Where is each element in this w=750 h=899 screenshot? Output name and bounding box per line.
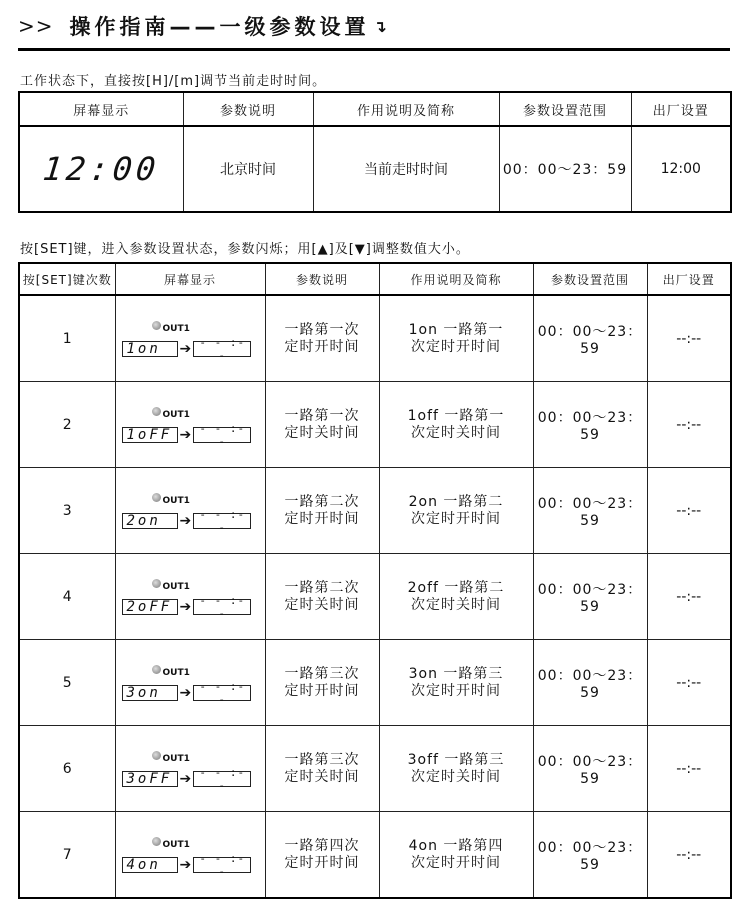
instruction-note-set: 按[SET]键，进入参数设置状态，参数闪烁；用[▲]及[▼]调整数值大小。 xyxy=(20,242,470,257)
section-header xyxy=(18,6,730,46)
range-cell: 00：00～23：59 xyxy=(533,382,647,468)
led-indicator xyxy=(152,321,190,337)
table-row xyxy=(19,812,731,899)
param-line: 定时关时间 xyxy=(284,424,360,441)
led-indicator xyxy=(152,579,190,595)
led-indicator xyxy=(152,837,190,853)
led-label: OUT1 xyxy=(162,581,190,592)
desc-line: 2on 一路第二 xyxy=(408,493,504,510)
screen-display-cell xyxy=(115,812,265,899)
clock-parameter-table xyxy=(18,91,732,213)
param-cell xyxy=(265,295,379,382)
param-line: 定时开时间 xyxy=(284,510,360,527)
led-dot-icon xyxy=(152,493,161,502)
segment-code-display: 3oFF xyxy=(122,771,178,787)
title-mark: ↴ xyxy=(373,16,391,36)
column-header: 作用说明及简称 xyxy=(379,263,533,295)
table-row xyxy=(19,126,731,212)
default-cell: --:-- xyxy=(647,295,731,382)
led-dot-icon xyxy=(152,751,161,760)
column-header: 作用说明及简称 xyxy=(313,92,499,126)
screen-display-cell xyxy=(115,640,265,726)
arrow-right-icon: ➔ xyxy=(179,856,192,873)
press-count-cell: 7 xyxy=(19,812,115,899)
arrow-right-icon: ➔ xyxy=(179,598,192,615)
column-header: 屏幕显示 xyxy=(19,92,183,126)
led-label: OUT1 xyxy=(162,323,190,334)
segment-code-display: 2on xyxy=(122,513,178,529)
table-row xyxy=(19,468,731,554)
default-cell: --:-- xyxy=(647,812,731,899)
press-count-cell: 2 xyxy=(19,382,115,468)
desc-line: 次定时关时间 xyxy=(411,424,501,441)
screen-display-cell xyxy=(115,554,265,640)
led-indicator xyxy=(152,493,190,509)
param-cell xyxy=(265,726,379,812)
table-header-row xyxy=(19,263,731,295)
desc-line: 次定时关时间 xyxy=(411,596,501,613)
column-header: 屏幕显示 xyxy=(115,263,265,295)
led-dot-icon xyxy=(152,665,161,674)
desc-line: 1on 一路第一 xyxy=(408,321,504,338)
desc-line: 3off 一路第三 xyxy=(407,751,505,768)
range-cell: 00：00～23：59 xyxy=(533,554,647,640)
led-label: OUT1 xyxy=(162,753,190,764)
default-cell: --:-- xyxy=(647,726,731,812)
table-row xyxy=(19,295,731,382)
param-line: 一路第一次 xyxy=(284,407,360,424)
param-cell xyxy=(265,382,379,468)
instruction-note-clock: 工作状态下，直接按[H]/[m]调节当前走时时间。 xyxy=(20,74,327,89)
desc-cell xyxy=(379,554,533,640)
header-arrows: >> xyxy=(18,14,54,38)
desc-cell xyxy=(379,382,533,468)
lcd-time-display: 12:00 xyxy=(41,150,162,188)
arrow-right-icon: ➔ xyxy=(179,426,192,443)
press-count-cell: 1 xyxy=(19,295,115,382)
range-cell: 00：00～23：59 xyxy=(533,640,647,726)
param-cell xyxy=(265,554,379,640)
led-indicator xyxy=(152,751,190,767)
segment-code-display: 1on xyxy=(122,341,178,357)
segment-code-display: 2oFF xyxy=(122,599,178,615)
table-row xyxy=(19,640,731,726)
desc-line: 2off 一路第二 xyxy=(407,579,505,596)
desc-cell xyxy=(379,468,533,554)
param-line: 定时关时间 xyxy=(284,596,360,613)
press-count-cell: 4 xyxy=(19,554,115,640)
segment-code-display: 1oFF xyxy=(122,427,178,443)
desc-cell xyxy=(379,640,533,726)
led-label: OUT1 xyxy=(162,839,190,850)
param-line: 一路第三次 xyxy=(284,665,360,682)
range-cell: 00：00～23：59 xyxy=(533,812,647,899)
segment-value-display: - - :- - xyxy=(193,341,251,357)
segment-code-display: 3on xyxy=(122,685,178,701)
led-label: OUT1 xyxy=(162,409,190,420)
param-line: 一路第三次 xyxy=(284,751,360,768)
led-dot-icon xyxy=(152,837,161,846)
param-line: 定时开时间 xyxy=(284,338,360,355)
segment-value-display: - - :- - xyxy=(193,599,251,615)
range-cell: 00：00～23：59 xyxy=(533,726,647,812)
arrow-right-icon: ➔ xyxy=(179,770,192,787)
led-dot-icon xyxy=(152,321,161,330)
desc-cell xyxy=(379,726,533,812)
param-line: 一路第四次 xyxy=(284,837,360,854)
timer-parameter-table xyxy=(18,262,732,899)
segment-value-display: - - :- - xyxy=(193,857,251,873)
table-row xyxy=(19,726,731,812)
led-indicator xyxy=(152,665,190,681)
desc-cell xyxy=(379,295,533,382)
desc-line: 4on 一路第四 xyxy=(408,837,504,854)
desc-cell: 当前走时时间 xyxy=(313,126,499,212)
arrow-right-icon: ➔ xyxy=(179,684,192,701)
column-header: 参数说明 xyxy=(265,263,379,295)
column-header: 参数说明 xyxy=(183,92,313,126)
default-cell: --:-- xyxy=(647,468,731,554)
header-divider xyxy=(18,48,730,51)
param-line: 一路第一次 xyxy=(284,321,360,338)
table-row xyxy=(19,382,731,468)
param-line: 一路第二次 xyxy=(284,579,360,596)
led-indicator xyxy=(152,407,190,423)
screen-display-cell xyxy=(115,382,265,468)
desc-line: 次定时开时间 xyxy=(411,510,501,527)
param-line: 定时开时间 xyxy=(284,682,360,699)
desc-line: 1off 一路第一 xyxy=(407,407,505,424)
desc-line: 次定时开时间 xyxy=(411,338,501,355)
range-cell: 00：00～23：59 xyxy=(499,126,631,212)
desc-line: 次定时开时间 xyxy=(411,854,501,871)
column-header: 参数设置范围 xyxy=(499,92,631,126)
desc-line: 次定时关时间 xyxy=(411,768,501,785)
default-cell: --:-- xyxy=(647,640,731,726)
arrow-right-icon: ➔ xyxy=(179,512,192,529)
range-cell: 00：00～23：59 xyxy=(533,295,647,382)
param-line: 定时开时间 xyxy=(284,854,360,871)
press-count-cell: 3 xyxy=(19,468,115,554)
segment-value-display: - - :- - xyxy=(193,771,251,787)
screen-display-cell xyxy=(115,295,265,382)
page-title: 操作指南——一级参数设置 xyxy=(69,15,370,39)
default-cell: 12:00 xyxy=(631,126,731,212)
press-count-cell: 5 xyxy=(19,640,115,726)
desc-cell xyxy=(379,812,533,899)
segment-value-display: - - :- - xyxy=(193,513,251,529)
led-dot-icon xyxy=(152,407,161,416)
column-header: 出厂设置 xyxy=(647,263,731,295)
table-header-row xyxy=(19,92,731,126)
column-header: 出厂设置 xyxy=(631,92,731,126)
param-line: 一路第二次 xyxy=(284,493,360,510)
default-cell: --:-- xyxy=(647,382,731,468)
segment-code-display: 4on xyxy=(122,857,178,873)
screen-display-cell xyxy=(19,126,183,212)
param-cell xyxy=(265,640,379,726)
param-cell xyxy=(265,812,379,899)
led-label: OUT1 xyxy=(162,495,190,506)
param-line: 定时关时间 xyxy=(284,768,360,785)
column-header: 参数设置范围 xyxy=(533,263,647,295)
param-cell: 北京时间 xyxy=(183,126,313,212)
segment-value-display: - - :- - xyxy=(193,685,251,701)
arrow-right-icon: ➔ xyxy=(179,340,192,357)
table-row xyxy=(19,554,731,640)
led-label: OUT1 xyxy=(162,667,190,678)
range-cell: 00：00～23：59 xyxy=(533,468,647,554)
segment-value-display: - - :- - xyxy=(193,427,251,443)
column-header: 按[SET]键次数 xyxy=(19,263,115,295)
led-dot-icon xyxy=(152,579,161,588)
desc-line: 次定时开时间 xyxy=(411,682,501,699)
press-count-cell: 6 xyxy=(19,726,115,812)
screen-display-cell xyxy=(115,468,265,554)
screen-display-cell xyxy=(115,726,265,812)
default-cell: --:-- xyxy=(647,554,731,640)
desc-line: 3on 一路第三 xyxy=(408,665,504,682)
param-cell xyxy=(265,468,379,554)
